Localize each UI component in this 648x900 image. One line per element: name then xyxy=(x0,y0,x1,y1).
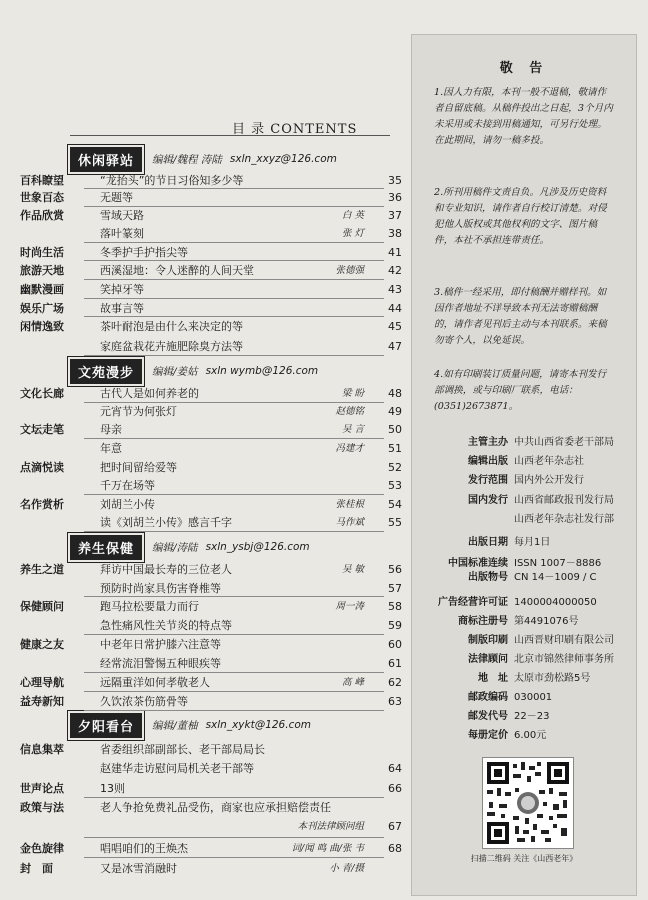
article-author: 词/闻 鸣 曲/张 韦 xyxy=(291,843,364,854)
column-name: 封 面 xyxy=(20,862,53,875)
info-value: CN 14－1009 / C xyxy=(514,572,597,583)
column-name: 世象百态 xyxy=(20,191,64,204)
notice-paragraph: 1.因人力有限，本刊一般不退稿，敬请作者自留底稿。从稿件投出之日起，3个月内未采用或未接到用稿通知，可另行处理。在此期间，请勿一稿多投。 xyxy=(434,87,613,146)
info-value: 6.00元 xyxy=(514,730,547,741)
section-badge: 夕阳看台 xyxy=(70,713,142,738)
page-number: 59 xyxy=(388,619,402,632)
page-number: 68 xyxy=(388,842,402,855)
page-number: 49 xyxy=(388,405,402,418)
column-name: 信息集萃 xyxy=(20,743,64,756)
info-label: 法律顾问 xyxy=(468,654,508,665)
page-number: 35 xyxy=(388,174,402,187)
page-number: 54 xyxy=(388,498,402,511)
article-author: 本刊法律顾问组 xyxy=(297,821,364,832)
section-editors: 编辑/姜姑 xyxy=(152,365,198,378)
section-email: sxln_xxyz@126.com xyxy=(229,153,337,165)
info-label: 广告经营许可证 xyxy=(438,597,508,608)
column-name: 益寿新知 xyxy=(20,695,64,708)
toc-entry xyxy=(16,598,402,615)
toc-entry xyxy=(16,207,402,224)
toc-entry xyxy=(16,693,402,710)
article-title: 无题等 xyxy=(100,191,133,204)
article-title: 赵建华走访慰问局机关老干部等 xyxy=(100,762,254,775)
article-title: 千万在场等 xyxy=(100,479,155,492)
info-value: 每月1日 xyxy=(514,537,551,548)
toc-entry xyxy=(16,440,402,457)
info-value: 山西老年杂志社 xyxy=(514,456,584,467)
toc-entry xyxy=(16,477,402,494)
info-row xyxy=(412,633,636,649)
article-author: 赵德铭 xyxy=(335,406,364,417)
toc-entry xyxy=(16,514,402,531)
article-title: 又是冰雪消融时 xyxy=(100,862,177,875)
toc-entry xyxy=(16,496,402,513)
toc-entry xyxy=(16,421,402,438)
info-value: 22－23 xyxy=(514,711,550,722)
column-name: 时尚生活 xyxy=(20,246,64,259)
section-header-xiyang xyxy=(70,716,311,734)
page-number: 61 xyxy=(388,657,402,670)
info-row xyxy=(412,535,636,551)
entry-rule xyxy=(84,298,384,299)
toc-entry xyxy=(16,674,402,691)
info-label: 发行范围 xyxy=(468,475,508,486)
qr-code-graphic xyxy=(483,758,573,848)
article-title: 13则 xyxy=(100,782,125,795)
column-name: 旅游天地 xyxy=(20,264,64,277)
article-title: 读《刘胡兰小传》感言千字 xyxy=(100,516,232,529)
section-badge: 文苑漫步 xyxy=(70,359,142,384)
info-label: 商标注册号 xyxy=(458,616,508,627)
toc-entry xyxy=(16,860,402,877)
qr-code xyxy=(482,757,574,849)
article-title: 落叶篆刻 xyxy=(100,227,144,240)
entry-rule xyxy=(84,260,384,261)
page-number: 52 xyxy=(388,461,402,474)
info-label: 出版物号 xyxy=(468,572,508,583)
info-label: 主管主办 xyxy=(468,437,508,448)
article-title: 拜访中国最长寿的三位老人 xyxy=(100,563,232,576)
page-number: 53 xyxy=(388,479,402,492)
page-number: 63 xyxy=(388,695,402,708)
toc-title-rule xyxy=(70,135,390,136)
article-title: 久饮浓茶伤筋骨等 xyxy=(100,695,188,708)
notice-paragraph: 4.如有印刷装订质量问题，请寄本刊发行部调换，或与印刷厂联系，电话：(0351)2673871。 xyxy=(434,369,607,412)
info-label: 国内发行 xyxy=(468,495,508,506)
entry-rule xyxy=(84,672,384,673)
info-value: 山西省邮政报刊发行局 xyxy=(514,495,614,506)
page-number: 47 xyxy=(388,340,402,353)
article-author: 高 峰 xyxy=(341,677,364,688)
info-label: 每册定价 xyxy=(468,730,508,741)
article-author: 张桂根 xyxy=(335,499,364,510)
article-author: 张德强 xyxy=(335,265,364,276)
article-author: 小 青/摄 xyxy=(329,863,364,874)
info-label: 编辑出版 xyxy=(468,456,508,467)
toc-entry xyxy=(16,385,402,402)
page-number: 51 xyxy=(388,442,402,455)
page-number: 37 xyxy=(388,209,402,222)
column-name: 文化长廊 xyxy=(20,387,64,400)
entry-rule xyxy=(84,402,384,403)
info-row xyxy=(412,512,636,528)
notice-paragraph: 3.稿件一经采用，即付稿酬并赠样刊。如因作者地址不详导致本刊无法寄赠稿酬的，请作者见刊后主动与本刊联系。来稿勿寄个人，以免延误。 xyxy=(434,287,607,346)
page-number: 57 xyxy=(388,582,402,595)
column-name: 幽默漫画 xyxy=(20,283,64,296)
info-value: 第4491076号 xyxy=(514,616,579,627)
info-value: 山西老年杂志社发行部 xyxy=(514,514,614,525)
toc-entry xyxy=(16,655,402,672)
entry-rule xyxy=(84,438,384,439)
info-row xyxy=(412,652,636,668)
section-badge: 休闲驿站 xyxy=(70,147,142,172)
page-number: 43 xyxy=(388,283,402,296)
toc-entry xyxy=(16,225,402,242)
toc-entry xyxy=(16,799,402,816)
info-value: 北京市锦然律师事务所 xyxy=(514,654,614,665)
article-title: 家庭盆栽花卉施肥除臭方法等 xyxy=(100,340,243,353)
entry-rule xyxy=(84,691,384,692)
info-value: 1400004000050 xyxy=(514,597,597,608)
article-title: 笑掉牙等 xyxy=(100,283,144,296)
entry-rule xyxy=(84,857,384,858)
article-author: 吴 言 xyxy=(341,424,364,435)
article-title: “龙抬头”的节日习俗知多少等 xyxy=(100,174,244,187)
toc-entry xyxy=(16,300,402,317)
page-number: 45 xyxy=(388,320,402,333)
article-title: 跑马拉松要量力而行 xyxy=(100,600,199,613)
article-author: 周一涛 xyxy=(335,601,364,612)
entry-rule xyxy=(84,355,384,356)
toc-entry xyxy=(16,189,402,206)
page-number: 55 xyxy=(388,516,402,529)
info-value: 中共山西省委老干部局 xyxy=(514,437,614,448)
page-number: 50 xyxy=(388,423,402,436)
article-title: 故事言等 xyxy=(100,302,144,315)
notice-paragraph: 2.所刊用稿件文责自负。凡涉及历史资料和专业知识，请作者自行校订清楚。对侵犯他人版权或其他权利的文字、图片稿件，本社不承担连带责任。 xyxy=(434,187,607,246)
page-number: 60 xyxy=(388,638,402,651)
column-name: 作品欣赏 xyxy=(20,209,64,222)
entry-rule xyxy=(84,710,384,711)
info-row xyxy=(412,473,636,489)
info-label: 邮政编码 xyxy=(468,692,508,703)
info-row xyxy=(412,614,636,630)
toc-entry xyxy=(16,244,402,261)
page-number: 67 xyxy=(388,820,402,833)
info-value: 030001 xyxy=(514,692,553,703)
info-row xyxy=(412,435,636,451)
page-number: 36 xyxy=(388,191,402,204)
notice-title: 敬 告 xyxy=(499,61,549,76)
info-row xyxy=(412,595,636,611)
toc-entry xyxy=(16,281,402,298)
info-label: 邮发代号 xyxy=(468,711,508,722)
toc-entry xyxy=(16,760,402,777)
section-editors: 编辑/涛陆 xyxy=(152,541,198,554)
section-email: sxln_xykt@126.com xyxy=(205,719,311,731)
info-row xyxy=(412,570,636,586)
info-label: 地 址 xyxy=(478,673,508,684)
article-title: 把时间留给爱等 xyxy=(100,461,177,474)
column-name: 世声论点 xyxy=(20,782,64,795)
page-number: 64 xyxy=(388,762,402,775)
column-name: 文坛走笔 xyxy=(20,423,64,436)
section-editors: 编辑/魏程 涛陆 xyxy=(152,153,222,166)
toc-entry xyxy=(16,818,402,835)
article-title: 冬季护手护指尖等 xyxy=(100,246,188,259)
entry-rule xyxy=(84,188,384,189)
article-author: 马作斌 xyxy=(335,517,364,528)
article-title: 远隔重洋如何孝敬老人 xyxy=(100,676,210,689)
info-row xyxy=(412,709,636,725)
page-number: 62 xyxy=(388,676,402,689)
info-row xyxy=(412,493,636,509)
article-author: 梁 盼 xyxy=(341,388,364,399)
info-value: ISSN 1007－8886 xyxy=(514,558,602,569)
toc-entry xyxy=(16,617,402,634)
section-email: sxln_ysbj@126.com xyxy=(205,541,310,553)
section-email: sxln wymb@126.com xyxy=(205,365,319,377)
entry-rule xyxy=(84,837,384,838)
entry-rule xyxy=(84,494,384,495)
article-title: 元宵节为何张灯 xyxy=(100,405,177,418)
column-name: 金色旋律 xyxy=(20,842,64,855)
article-author: 张 灯 xyxy=(341,228,364,239)
article-title: 急性痛风性关节炎的特点等 xyxy=(100,619,232,632)
toc-entry xyxy=(16,780,402,797)
info-label: 中国标准连续 xyxy=(448,558,508,569)
article-title: 中老年日常护膝六注意等 xyxy=(100,638,221,651)
article-title: 母亲 xyxy=(100,423,122,436)
info-row xyxy=(412,671,636,687)
column-name: 点滴悦读 xyxy=(20,461,64,474)
toc-title: 目 录 CONTENTS xyxy=(232,122,358,137)
toc-entry xyxy=(16,338,402,355)
article-author: 冯建才 xyxy=(335,443,364,454)
page-number: 42 xyxy=(388,264,402,277)
toc-entry xyxy=(16,741,402,758)
column-name: 闲情逸致 xyxy=(20,320,64,333)
article-title: 老人争抢免费礼品受伤，商家也应承担赔偿责任 xyxy=(100,801,331,814)
entry-rule xyxy=(84,596,384,597)
article-title: 西溪湿地：令人迷醉的人间天堂 xyxy=(100,264,254,277)
entry-rule xyxy=(84,206,384,207)
article-title: 古代人是如何养老的 xyxy=(100,387,199,400)
toc-entry xyxy=(16,840,402,857)
toc-entry xyxy=(16,459,402,476)
article-title: 省委组织部副部长、老干部局局长 xyxy=(100,743,265,756)
section-header-xiuxian xyxy=(70,150,337,168)
article-title: 经常流泪警惕五种眼疾等 xyxy=(100,657,221,670)
toc-entry xyxy=(16,580,402,597)
article-title: 刘胡兰小传 xyxy=(100,498,155,511)
toc-entry xyxy=(16,561,402,578)
column-name: 百科瞭望 xyxy=(20,174,64,187)
column-name: 保健顾问 xyxy=(20,600,64,613)
section-header-wenyuan xyxy=(70,362,318,380)
article-author: 白 英 xyxy=(341,210,364,221)
toc-entry xyxy=(16,403,402,420)
info-row xyxy=(412,728,636,744)
section-badge: 养生保健 xyxy=(70,535,142,560)
article-title: 茶叶耐泡是由什么来决定的等 xyxy=(100,320,243,333)
column-name: 政策与法 xyxy=(20,801,64,814)
column-name: 健康之友 xyxy=(20,638,64,651)
toc-entry xyxy=(16,172,402,189)
entry-rule xyxy=(84,797,384,798)
article-author: 吴 敏 xyxy=(341,564,364,575)
page-number: 66 xyxy=(388,782,402,795)
info-value: 太原市劲松路5号 xyxy=(514,673,591,684)
column-name: 娱乐广场 xyxy=(20,302,64,315)
qr-caption: 扫描二维码 关注《山西老年》 xyxy=(470,854,578,863)
info-value: 国内外公开发行 xyxy=(514,475,584,486)
section-header-yangsheng xyxy=(70,538,310,556)
entry-rule xyxy=(84,279,384,280)
page-number: 41 xyxy=(388,246,402,259)
page-number: 48 xyxy=(388,387,402,400)
article-title: 年意 xyxy=(100,442,122,455)
toc-entry xyxy=(16,636,402,653)
entry-rule xyxy=(84,242,384,243)
column-name: 心理导航 xyxy=(20,676,64,689)
page-number: 38 xyxy=(388,227,402,240)
info-value: 山西晋财印刷有限公司 xyxy=(514,635,614,646)
toc-entry xyxy=(16,318,402,335)
article-title: 唱唱咱们的王焕杰 xyxy=(100,842,188,855)
info-label: 出版日期 xyxy=(468,537,508,548)
notice-panel xyxy=(411,34,637,896)
entry-rule xyxy=(84,531,384,532)
article-title: 预防时尚家具伤害脊椎等 xyxy=(100,582,221,595)
info-row xyxy=(412,690,636,706)
entry-rule xyxy=(84,634,384,635)
article-title: 雪域天路 xyxy=(100,209,144,222)
page-number: 44 xyxy=(388,302,402,315)
section-editors: 编辑/董柚 xyxy=(152,719,198,732)
column-name: 养生之道 xyxy=(20,563,64,576)
toc-entry xyxy=(16,262,402,279)
column-name: 名作赏析 xyxy=(20,498,64,511)
entry-rule xyxy=(84,316,384,317)
page-number: 56 xyxy=(388,563,402,576)
info-row xyxy=(412,454,636,470)
page-number: 58 xyxy=(388,600,402,613)
info-label: 制版印刷 xyxy=(468,635,508,646)
